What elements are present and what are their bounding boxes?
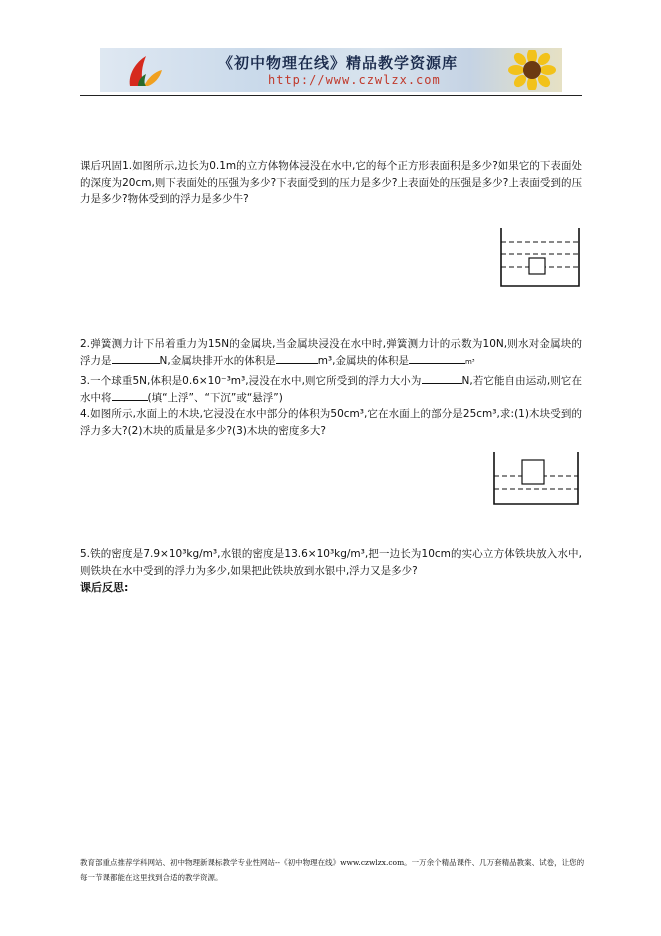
answer-blank-ball-motion[interactable] [112, 390, 148, 401]
question-3-text-a: 3.一个球重5N,体积是0.6×10⁻³m³,浸没在水中,则它所受到的浮力大小为 [80, 375, 422, 387]
header-banner [100, 48, 562, 92]
question-2-text-c: m³,金属块的体积是 [317, 354, 409, 367]
answer-blank-buoyancy[interactable] [112, 353, 160, 364]
question-2 [80, 336, 582, 370]
footer-note: 教育部重点推荐学科网站、初中物理新课标教学专业性网站--《初中物理在线》www.czwlzx.com。一万余个精品课件、几万套精品教案、试卷，让您的每一节课都能在这里找到合适的教学资源。 [80, 858, 585, 882]
question-3 [80, 373, 582, 406]
question-5: 5.铁的密度是7.9×10³kg/m³,水银的密度是13.6×10³kg/m³,把一边长为10cm的实心立方体铁块放入水中,则铁块在水中受到的浮力为多少,如果把此铁块放到水银中,浮力又是多少? [80, 548, 582, 577]
banner-title: 《初中物理在线》精品教学资源库 [218, 54, 459, 72]
question-1: 课后巩固1.如图所示,边长为0.1m的立方体物体浸没在水中,它的每个正方形表面积是多少?如果它的下表面处的深度为20cm,则下表面处的压强为多少?下表面受到的压力是多少?上表面处的压强是多少?上表面受到的压力是多少?物体受到的浮力是多少牛? [80, 160, 582, 205]
question-3-text-c: (填“上浮”、“下沉”或“悬浮”) [147, 391, 283, 404]
sunflower-icon [506, 50, 558, 90]
floating-block-figure [490, 452, 582, 508]
header-rule [80, 95, 582, 96]
site-logo-icon [124, 52, 168, 90]
answer-blank-metal-volume[interactable] [409, 353, 465, 364]
question-2-text-b: N,金属块排开水的体积是 [159, 354, 276, 367]
answer-blank-ball-buoyancy[interactable] [422, 373, 462, 384]
banner-url[interactable]: http://www.czwlzx.com [268, 73, 441, 87]
question-2-unit: m³ [464, 357, 475, 366]
question-3-text-b: N,若它能自由运动,则它在水中将 [80, 375, 582, 404]
reflection-heading: 课后反思: [80, 581, 129, 594]
question-2-text-a: 2.弹簧测力计下吊着重力为15N的金属块,当金属块浸没在水中时,弹簧测力计的示数为10N,则水对金属块的浮力是 [80, 338, 582, 367]
beaker-submerged-cube-figure [497, 228, 583, 290]
question-4: 4.如图所示,水面上的木块,它浸没在水中部分的体积为50cm³,它在水面上的部分是25cm³,求:(1)木块受到的浮力多大?(2)木块的质量是多少?(3)木块的密度多大? [80, 408, 582, 437]
answer-blank-displaced-volume[interactable] [276, 353, 318, 364]
